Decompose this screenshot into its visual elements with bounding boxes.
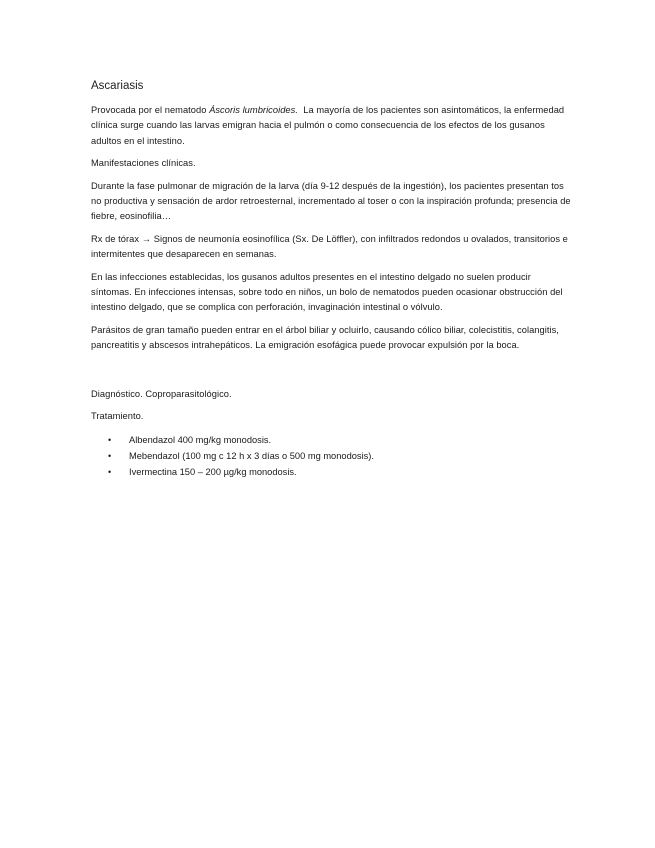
document-title: Ascariasis	[91, 80, 144, 92]
spacer	[91, 361, 571, 387]
diagnosis-line: Diagnóstico. Coproparasitológico.	[91, 388, 232, 399]
list-item	[91, 432, 571, 448]
established-infections-paragraph: En las infecciones establecidas, los gusanos adultos presentes en el intestino delgado no suelen producir síntomas. En infecciones intensas, sobre todo en niños, un bolo de nematodos pueden ocasionar obstrucción del intestino delgado, que se complica con perforación, invaginación intestinal o vólvulo.	[91, 271, 563, 313]
intro-paragraph	[91, 103, 571, 149]
bullet-icon: •	[108, 450, 112, 461]
treatment-text: Ivermectina 150 – 200 µg/kg monodosis.	[129, 466, 297, 477]
treatment-list	[91, 432, 571, 480]
pulmonary-phase-paragraph: Durante la fase pulmonar de migración de la larva (día 9-12 después de la ingestión), los pacientes presentan tos no productiva y sensación de ardor retroesternal, incrementado al toser o con la inspiración profunda; presencia de fiebre, eosinofilia…	[91, 180, 571, 222]
large-parasites-paragraph: Parásitos de gran tamaño pueden entrar en el árbol biliar y ocluirlo, causando cólico biliar, colecistitis, colangitis, pancreatitis y abscesos intrahepáticos. La emigración esofágica puede provocar expulsión por la boca.	[91, 324, 559, 351]
list-item	[91, 464, 571, 480]
treatment-text: Mebendazol (100 mg c 12 h x 3 días o 500 mg monodosis).	[129, 450, 374, 461]
treatment-heading: Tratamiento.	[91, 411, 144, 422]
treatment-text: Albendazol 400 mg/kg monodosis.	[129, 434, 272, 445]
document-page	[91, 78, 571, 480]
intro-before: Provocada por el nematodo	[91, 105, 210, 115]
intro-after: La mayoría de los pacientes son asintomáticos, la enfermedad clínica surge cuando las larvas emigran hacia el pulmón o como consecuencia de los efectos de los gusanos adultos en el intestino.	[91, 105, 567, 146]
manifestations-heading: Manifestaciones clínicas.	[91, 158, 196, 169]
list-item	[91, 448, 571, 464]
species-name: Áscoris lumbricoides.	[209, 105, 298, 115]
xray-paragraph: Rx de tórax → Signos de neumonía eosinofílica (Sx. De Löffler), con infiltrados redondos u ovalados, transitorios e intermitentes que desaparecen en semanas.	[91, 233, 568, 260]
bullet-icon: •	[108, 466, 112, 477]
bullet-icon: •	[108, 434, 112, 445]
